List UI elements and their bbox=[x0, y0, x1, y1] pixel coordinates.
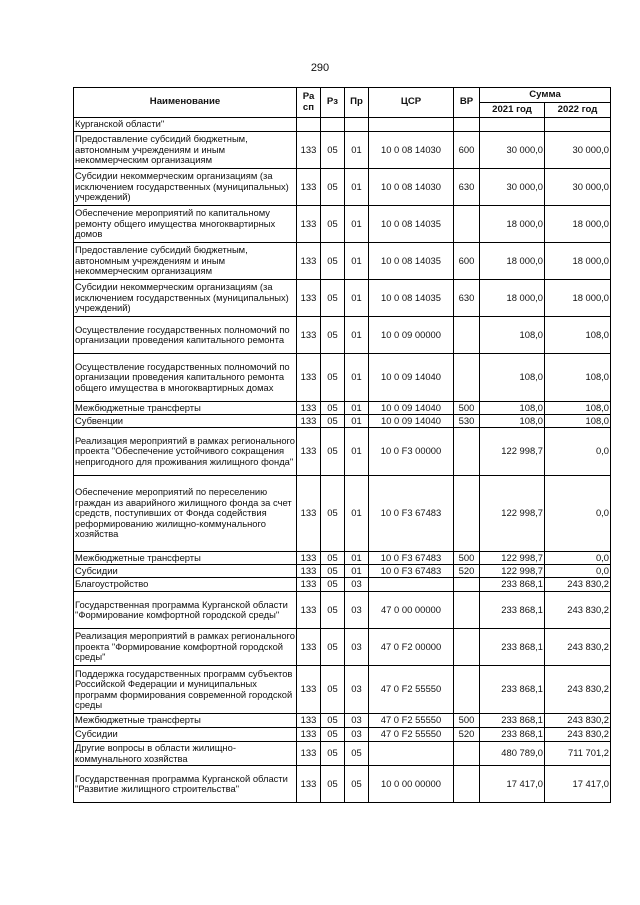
cell-csr: 10 0 F3 67483 bbox=[369, 565, 454, 578]
cell-2022: 108,0 bbox=[545, 402, 611, 415]
cell-2022: 18 000,0 bbox=[545, 243, 611, 280]
cell-csr: 47 0 00 00000 bbox=[369, 592, 454, 629]
cell-csr: 10 0 00 00000 bbox=[369, 766, 454, 803]
cell-2021: 233 868,1 bbox=[480, 728, 545, 742]
table-row bbox=[74, 666, 611, 714]
cell-2021 bbox=[480, 118, 545, 132]
cell-2022: 30 000,0 bbox=[545, 169, 611, 206]
cell-rasp: 133 bbox=[297, 578, 321, 592]
cell-rasp: 133 bbox=[297, 666, 321, 714]
cell-rz bbox=[321, 118, 345, 132]
cell-name: Обеспечение мероприятий по переселению граждан из аварийного жилищного фонда за счет средств, поступивших от Фонда содействия реформированию жилищно-коммунального хозяйства bbox=[74, 476, 297, 552]
cell-vr: 630 bbox=[454, 280, 480, 317]
table-row bbox=[74, 552, 611, 565]
header-rasp: Ра сп bbox=[297, 88, 321, 118]
cell-rasp: 133 bbox=[297, 728, 321, 742]
table-row bbox=[74, 766, 611, 803]
page-number: 290 bbox=[310, 62, 330, 74]
table-row bbox=[74, 714, 611, 728]
cell-rasp: 133 bbox=[297, 714, 321, 728]
cell-2021: 18 000,0 bbox=[480, 280, 545, 317]
cell-vr bbox=[454, 742, 480, 766]
cell-name: Осуществление государственных полномочий по организации проведения капитального ремонта bbox=[74, 317, 297, 354]
cell-2021: 17 417,0 bbox=[480, 766, 545, 803]
cell-name: Обеспечение мероприятий по капитальному ремонту общего имущества многоквартирных домов bbox=[74, 206, 297, 243]
cell-pr: 03 bbox=[345, 629, 369, 666]
cell-2022: 0,0 bbox=[545, 552, 611, 565]
cell-name: Субсидии bbox=[74, 565, 297, 578]
cell-csr: 10 0 09 00000 bbox=[369, 317, 454, 354]
cell-2021: 122 998,7 bbox=[480, 552, 545, 565]
cell-name: Межбюджетные трансферты bbox=[74, 714, 297, 728]
cell-rz: 05 bbox=[321, 354, 345, 402]
cell-pr: 01 bbox=[345, 280, 369, 317]
cell-rz: 05 bbox=[321, 402, 345, 415]
cell-2022: 108,0 bbox=[545, 354, 611, 402]
cell-csr: 10 0 09 14040 bbox=[369, 354, 454, 402]
cell-name: Осуществление государственных полномочий по организации проведения капитального ремонта общего имущества в многоквартирных домах bbox=[74, 354, 297, 402]
cell-2021: 108,0 bbox=[480, 402, 545, 415]
cell-2021: 233 868,1 bbox=[480, 666, 545, 714]
cell-2022 bbox=[545, 118, 611, 132]
cell-rasp: 133 bbox=[297, 354, 321, 402]
cell-name: Межбюджетные трансферты bbox=[74, 402, 297, 415]
cell-2021: 30 000,0 bbox=[480, 169, 545, 206]
cell-rz: 05 bbox=[321, 552, 345, 565]
cell-pr: 01 bbox=[345, 317, 369, 354]
cell-vr bbox=[454, 354, 480, 402]
cell-rz: 05 bbox=[321, 415, 345, 428]
table-row bbox=[74, 206, 611, 243]
cell-csr: 10 0 08 14035 bbox=[369, 243, 454, 280]
cell-rz: 05 bbox=[321, 565, 345, 578]
cell-2022: 243 830,2 bbox=[545, 629, 611, 666]
cell-pr: 01 bbox=[345, 428, 369, 476]
cell-rasp: 133 bbox=[297, 565, 321, 578]
cell-2022: 18 000,0 bbox=[545, 280, 611, 317]
cell-2021: 122 998,7 bbox=[480, 428, 545, 476]
cell-2021: 18 000,0 bbox=[480, 243, 545, 280]
cell-2021: 233 868,1 bbox=[480, 592, 545, 629]
cell-pr: 01 bbox=[345, 206, 369, 243]
cell-rz: 05 bbox=[321, 206, 345, 243]
cell-2021: 30 000,0 bbox=[480, 132, 545, 169]
cell-rasp: 133 bbox=[297, 317, 321, 354]
cell-csr bbox=[369, 118, 454, 132]
cell-vr bbox=[454, 206, 480, 243]
cell-pr: 03 bbox=[345, 666, 369, 714]
cell-csr: 47 0 F2 55550 bbox=[369, 728, 454, 742]
table-row bbox=[74, 476, 611, 552]
cell-name: Реализация мероприятий в рамках регионального проекта "Формирование комфортной городской среды" bbox=[74, 629, 297, 666]
cell-pr: 01 bbox=[345, 565, 369, 578]
cell-csr: 47 0 F2 55550 bbox=[369, 666, 454, 714]
cell-rz: 05 bbox=[321, 629, 345, 666]
cell-2022: 711 701,2 bbox=[545, 742, 611, 766]
cell-name: Благоустройство bbox=[74, 578, 297, 592]
cell-rz: 05 bbox=[321, 714, 345, 728]
cell-name: Предоставление субсидий бюджетным, автономным учреждениям и иным некоммерческим организациям bbox=[74, 132, 297, 169]
header-sum: Сумма bbox=[480, 88, 611, 103]
cell-csr: 10 0 08 14030 bbox=[369, 169, 454, 206]
cell-rz: 05 bbox=[321, 280, 345, 317]
cell-2021: 122 998,7 bbox=[480, 565, 545, 578]
table-row bbox=[74, 118, 611, 132]
header-name: Наименование bbox=[74, 88, 297, 118]
cell-2021: 108,0 bbox=[480, 415, 545, 428]
cell-pr: 01 bbox=[345, 552, 369, 565]
cell-vr: 600 bbox=[454, 243, 480, 280]
cell-rz: 05 bbox=[321, 317, 345, 354]
cell-csr: 10 0 F3 67483 bbox=[369, 552, 454, 565]
cell-rz: 05 bbox=[321, 742, 345, 766]
cell-pr: 01 bbox=[345, 243, 369, 280]
header-2021: 2021 год bbox=[480, 103, 545, 118]
cell-vr bbox=[454, 578, 480, 592]
cell-csr: 10 0 09 14040 bbox=[369, 415, 454, 428]
cell-name: Субвенции bbox=[74, 415, 297, 428]
cell-2022: 108,0 bbox=[545, 317, 611, 354]
cell-rasp: 133 bbox=[297, 476, 321, 552]
cell-vr bbox=[454, 592, 480, 629]
table-row bbox=[74, 415, 611, 428]
cell-2022: 243 830,2 bbox=[545, 728, 611, 742]
cell-2022: 17 417,0 bbox=[545, 766, 611, 803]
cell-2021: 233 868,1 bbox=[480, 714, 545, 728]
cell-rz: 05 bbox=[321, 766, 345, 803]
header-rz: Рз bbox=[321, 88, 345, 118]
cell-rasp: 133 bbox=[297, 766, 321, 803]
cell-rz: 05 bbox=[321, 578, 345, 592]
cell-2022: 0,0 bbox=[545, 565, 611, 578]
cell-rz: 05 bbox=[321, 169, 345, 206]
cell-name: Субсидии bbox=[74, 728, 297, 742]
table-row bbox=[74, 169, 611, 206]
cell-name: Курганской области" bbox=[74, 118, 297, 132]
cell-rasp: 133 bbox=[297, 206, 321, 243]
cell-pr bbox=[345, 118, 369, 132]
cell-name: Государственная программа Курганской области "Развитие жилищного строительства" bbox=[74, 766, 297, 803]
cell-rasp: 133 bbox=[297, 280, 321, 317]
table-row bbox=[74, 354, 611, 402]
cell-2022: 0,0 bbox=[545, 476, 611, 552]
cell-2022: 0,0 bbox=[545, 428, 611, 476]
cell-vr: 630 bbox=[454, 169, 480, 206]
table-row bbox=[74, 243, 611, 280]
cell-csr: 10 0 08 14035 bbox=[369, 280, 454, 317]
cell-pr: 03 bbox=[345, 578, 369, 592]
cell-csr: 10 0 F3 00000 bbox=[369, 428, 454, 476]
cell-name: Государственная программа Курганской области "Формирование комфортной городской среды" bbox=[74, 592, 297, 629]
cell-name: Межбюджетные трансферты bbox=[74, 552, 297, 565]
cell-vr: 520 bbox=[454, 728, 480, 742]
table-row bbox=[74, 629, 611, 666]
cell-2021: 480 789,0 bbox=[480, 742, 545, 766]
header-2022: 2022 год bbox=[545, 103, 611, 118]
cell-rasp: 133 bbox=[297, 132, 321, 169]
cell-csr: 10 0 08 14035 bbox=[369, 206, 454, 243]
cell-name: Предоставление субсидий бюджетным, автономным учреждениям и иным некоммерческим организациям bbox=[74, 243, 297, 280]
table-row bbox=[74, 742, 611, 766]
cell-2021: 18 000,0 bbox=[480, 206, 545, 243]
cell-pr: 03 bbox=[345, 714, 369, 728]
cell-vr bbox=[454, 629, 480, 666]
table-row bbox=[74, 317, 611, 354]
cell-2021: 233 868,1 bbox=[480, 629, 545, 666]
cell-rz: 05 bbox=[321, 243, 345, 280]
cell-rasp: 133 bbox=[297, 415, 321, 428]
table-row bbox=[74, 402, 611, 415]
cell-csr: 10 0 08 14030 bbox=[369, 132, 454, 169]
cell-vr: 500 bbox=[454, 714, 480, 728]
cell-rz: 05 bbox=[321, 476, 345, 552]
cell-rasp: 133 bbox=[297, 552, 321, 565]
cell-vr bbox=[454, 766, 480, 803]
table-row bbox=[74, 280, 611, 317]
table-row bbox=[74, 565, 611, 578]
cell-rasp: 133 bbox=[297, 592, 321, 629]
cell-vr: 500 bbox=[454, 402, 480, 415]
cell-pr: 03 bbox=[345, 728, 369, 742]
cell-2021: 108,0 bbox=[480, 354, 545, 402]
cell-csr bbox=[369, 742, 454, 766]
cell-pr: 03 bbox=[345, 592, 369, 629]
cell-rasp: 133 bbox=[297, 402, 321, 415]
cell-csr: 10 0 09 14040 bbox=[369, 402, 454, 415]
cell-vr: 530 bbox=[454, 415, 480, 428]
cell-name: Субсидии некоммерческим организациям (за исключением государственных (муниципальных) учреждений) bbox=[74, 280, 297, 317]
cell-rasp: 133 bbox=[297, 428, 321, 476]
cell-2022: 18 000,0 bbox=[545, 206, 611, 243]
cell-name: Субсидии некоммерческим организациям (за исключением государственных (муниципальных) учреждений) bbox=[74, 169, 297, 206]
cell-2022: 243 830,2 bbox=[545, 714, 611, 728]
cell-vr: 500 bbox=[454, 552, 480, 565]
cell-csr: 10 0 F3 67483 bbox=[369, 476, 454, 552]
cell-rasp: 133 bbox=[297, 243, 321, 280]
cell-name: Поддержка государственных программ субъектов Российской Федерации и муниципальных программ формирования современной городской среды bbox=[74, 666, 297, 714]
cell-rasp: 133 bbox=[297, 629, 321, 666]
cell-pr: 01 bbox=[345, 132, 369, 169]
cell-pr: 01 bbox=[345, 476, 369, 552]
table-row bbox=[74, 428, 611, 476]
cell-vr: 520 bbox=[454, 565, 480, 578]
cell-vr bbox=[454, 118, 480, 132]
cell-csr: 47 0 F2 55550 bbox=[369, 714, 454, 728]
cell-rz: 05 bbox=[321, 428, 345, 476]
cell-2021: 122 998,7 bbox=[480, 476, 545, 552]
cell-pr: 01 bbox=[345, 354, 369, 402]
cell-pr: 05 bbox=[345, 766, 369, 803]
cell-name: Другие вопросы в области жилищно-коммунального хозяйства bbox=[74, 742, 297, 766]
cell-rasp: 133 bbox=[297, 169, 321, 206]
header-pr: Пр bbox=[345, 88, 369, 118]
cell-csr: 47 0 F2 00000 bbox=[369, 629, 454, 666]
cell-2022: 243 830,2 bbox=[545, 592, 611, 629]
cell-2022: 30 000,0 bbox=[545, 132, 611, 169]
table-body bbox=[74, 118, 611, 803]
cell-2022: 108,0 bbox=[545, 415, 611, 428]
cell-vr bbox=[454, 476, 480, 552]
cell-vr: 600 bbox=[454, 132, 480, 169]
cell-pr: 01 bbox=[345, 169, 369, 206]
cell-rasp: 133 bbox=[297, 742, 321, 766]
cell-pr: 05 bbox=[345, 742, 369, 766]
cell-pr: 01 bbox=[345, 415, 369, 428]
cell-2022: 243 830,2 bbox=[545, 578, 611, 592]
cell-vr bbox=[454, 317, 480, 354]
cell-csr bbox=[369, 578, 454, 592]
cell-2021: 233 868,1 bbox=[480, 578, 545, 592]
header-csr: ЦСР bbox=[369, 88, 454, 118]
table-row bbox=[74, 592, 611, 629]
table-row bbox=[74, 728, 611, 742]
table-row bbox=[74, 578, 611, 592]
header-vr: ВР bbox=[454, 88, 480, 118]
cell-rasp bbox=[297, 118, 321, 132]
table-row bbox=[74, 132, 611, 169]
cell-2022: 243 830,2 bbox=[545, 666, 611, 714]
cell-rz: 05 bbox=[321, 728, 345, 742]
cell-rz: 05 bbox=[321, 132, 345, 169]
cell-rz: 05 bbox=[321, 592, 345, 629]
cell-rz: 05 bbox=[321, 666, 345, 714]
cell-2021: 108,0 bbox=[480, 317, 545, 354]
budget-table bbox=[73, 87, 611, 803]
cell-vr bbox=[454, 428, 480, 476]
cell-vr bbox=[454, 666, 480, 714]
cell-pr: 01 bbox=[345, 402, 369, 415]
cell-name: Реализация мероприятий в рамках регионального проекта "Обеспечение устойчивого сокращения непригодного для проживания жилищного фонда" bbox=[74, 428, 297, 476]
